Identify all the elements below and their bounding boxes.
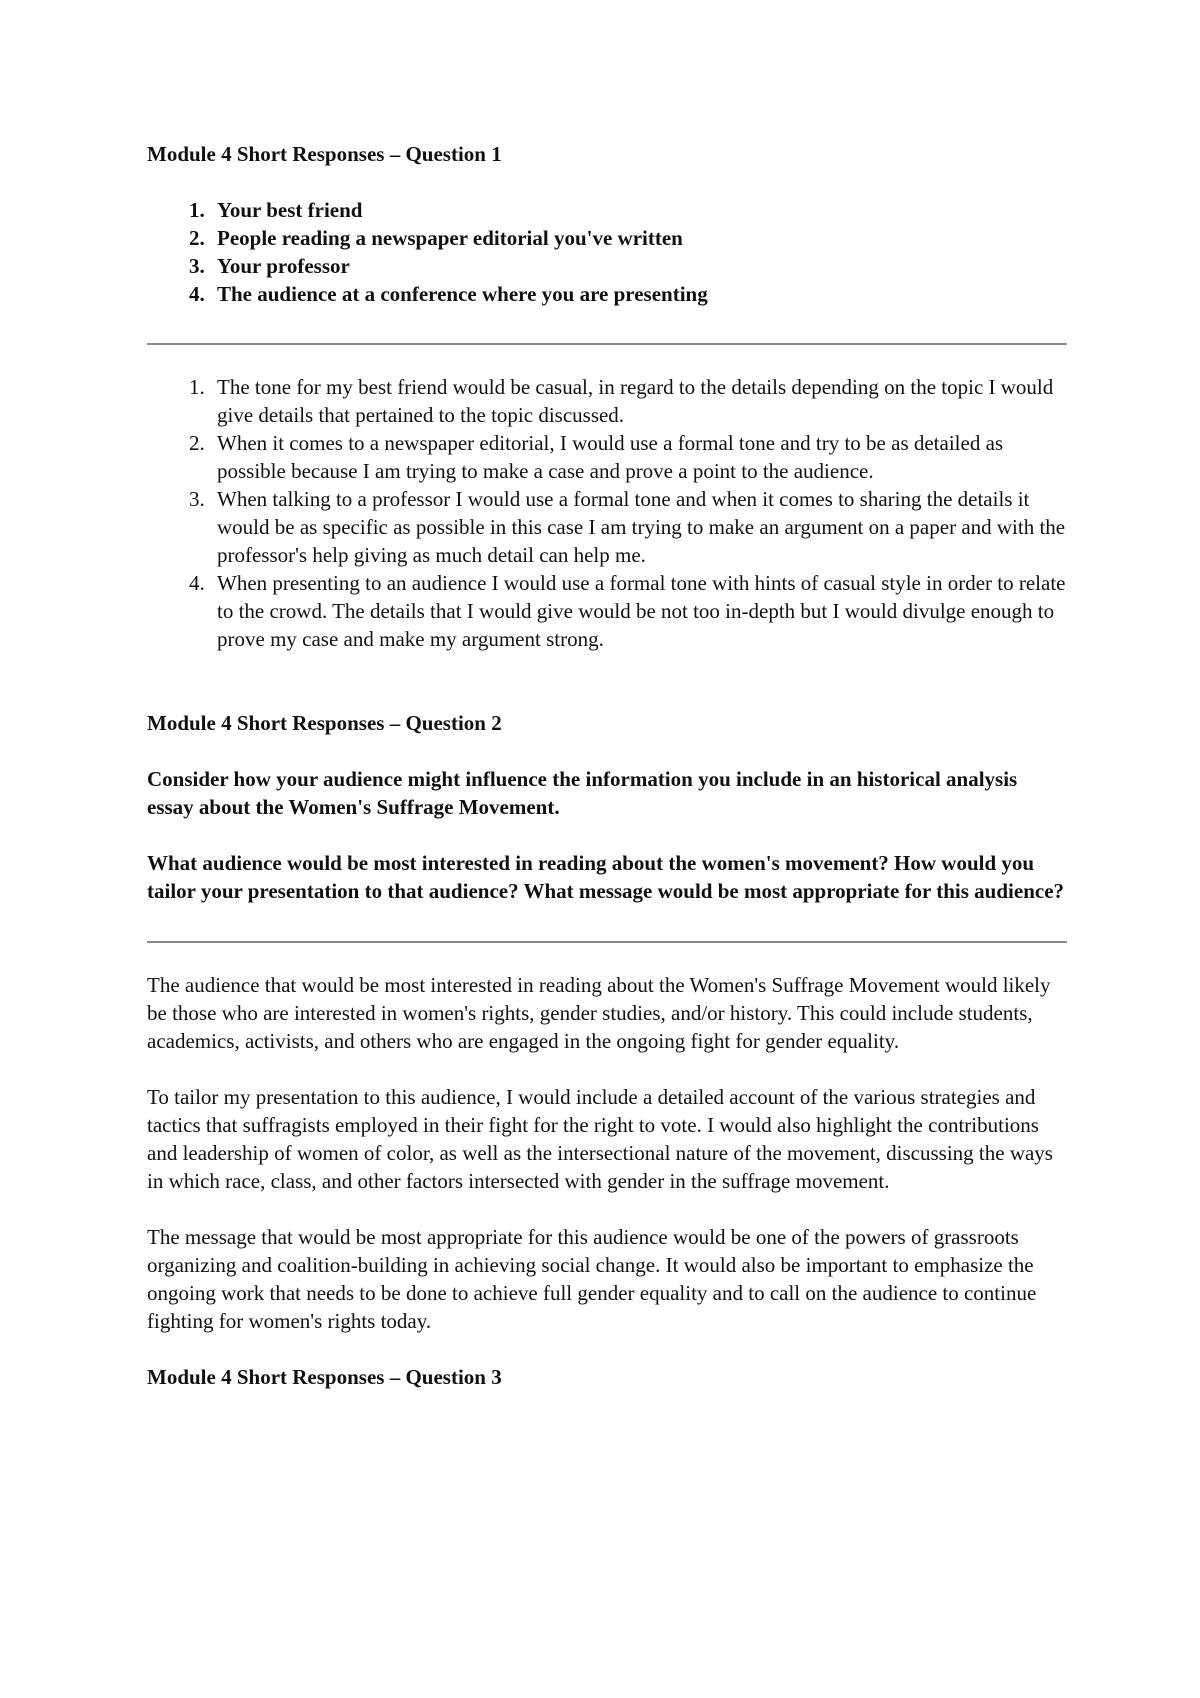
answer-text: The tone for my best friend would be casual, in regard to the details depending on the topic I would give details that pertained to the topic discussed. — [217, 375, 1054, 427]
prompt-text: Your best friend — [217, 198, 363, 222]
divider-rule — [147, 343, 1067, 345]
list-item — [147, 569, 1067, 653]
list-item — [147, 224, 1067, 252]
question-1-answer-list — [147, 373, 1067, 653]
list-item — [147, 485, 1067, 569]
list-number: 3. — [189, 487, 205, 511]
prompt-text: The audience at a conference where you are presenting — [217, 282, 708, 306]
prompt-text: Your professor — [217, 254, 350, 278]
answer-paragraph: To tailor my presentation to this audience, I would include a detailed account of the various strategies and tactics that suffragists employed in their fight for the right to vote. I would also highlight the contributions and leadership of women of color, as well as the intersectional nature of the movement, discussing the ways in which race, class, and other factors intersected with gender in the suffrage movement. — [147, 1085, 1053, 1193]
list-item — [147, 252, 1067, 280]
list-number: 3. — [189, 254, 205, 278]
list-number: 4. — [189, 571, 205, 595]
list-number: 4. — [189, 282, 205, 306]
question-2-answer — [147, 971, 1067, 1335]
answer-paragraph: The audience that would be most interested in reading about the Women's Suffrage Movement would likely be those who are interested in women's rights, gender studies, and/or history. This could include students, academics, activists, and others who are engaged in the ongoing fight for gender equality. — [147, 973, 1051, 1053]
answer-text: When it comes to a newspaper editorial, I would use a formal tone and try to be as detailed as possible because I am trying to make a case and prove a point to the audience. — [217, 431, 1004, 483]
question-1-prompt-list — [147, 196, 1067, 308]
list-item — [147, 429, 1067, 485]
list-number: 2. — [189, 431, 205, 455]
document-page — [147, 140, 1067, 1391]
question-1-heading: Module 4 Short Responses – Question 1 — [147, 142, 502, 166]
answer-paragraph: The message that would be most appropriate for this audience would be one of the powers of grassroots organizing and coalition-building in achieving social change. It would also be important to emphasize the ongoing work that needs to be done to achieve full gender equality and to call on the audience to continue fighting for women's rights today. — [147, 1225, 1037, 1333]
answer-text: When presenting to an audience I would use a formal tone with hints of casual style in order to relate to the crowd. The details that I would give would be not too in-depth but I would divulge enough to prove my case and make my argument strong. — [217, 571, 1066, 651]
question-3-heading: Module 4 Short Responses – Question 3 — [147, 1365, 502, 1389]
list-item — [147, 280, 1067, 308]
prompt-text: People reading a newspaper editorial you've written — [217, 226, 683, 250]
list-item — [147, 196, 1067, 224]
list-item — [147, 373, 1067, 429]
question-2-prompt-2: What audience would be most interested in reading about the women's movement? How would you tailor your presentation to that audience? What message would be most appropriate for this audience? — [147, 851, 1065, 903]
answer-text: When talking to a professor I would use a formal tone and when it comes to sharing the details it would be as specific as possible in this case I am trying to make an argument on a paper and with the professor's help giving as much detail can help me. — [217, 487, 1066, 567]
question-2-prompt-1: Consider how your audience might influence the information you include in an historical analysis essay about the Women's Suffrage Movement. — [147, 767, 1018, 819]
list-number: 2. — [189, 226, 205, 250]
question-2-heading: Module 4 Short Responses – Question 2 — [147, 711, 502, 735]
divider-rule — [147, 941, 1067, 943]
list-number: 1. — [189, 198, 205, 222]
list-number: 1. — [189, 375, 205, 399]
